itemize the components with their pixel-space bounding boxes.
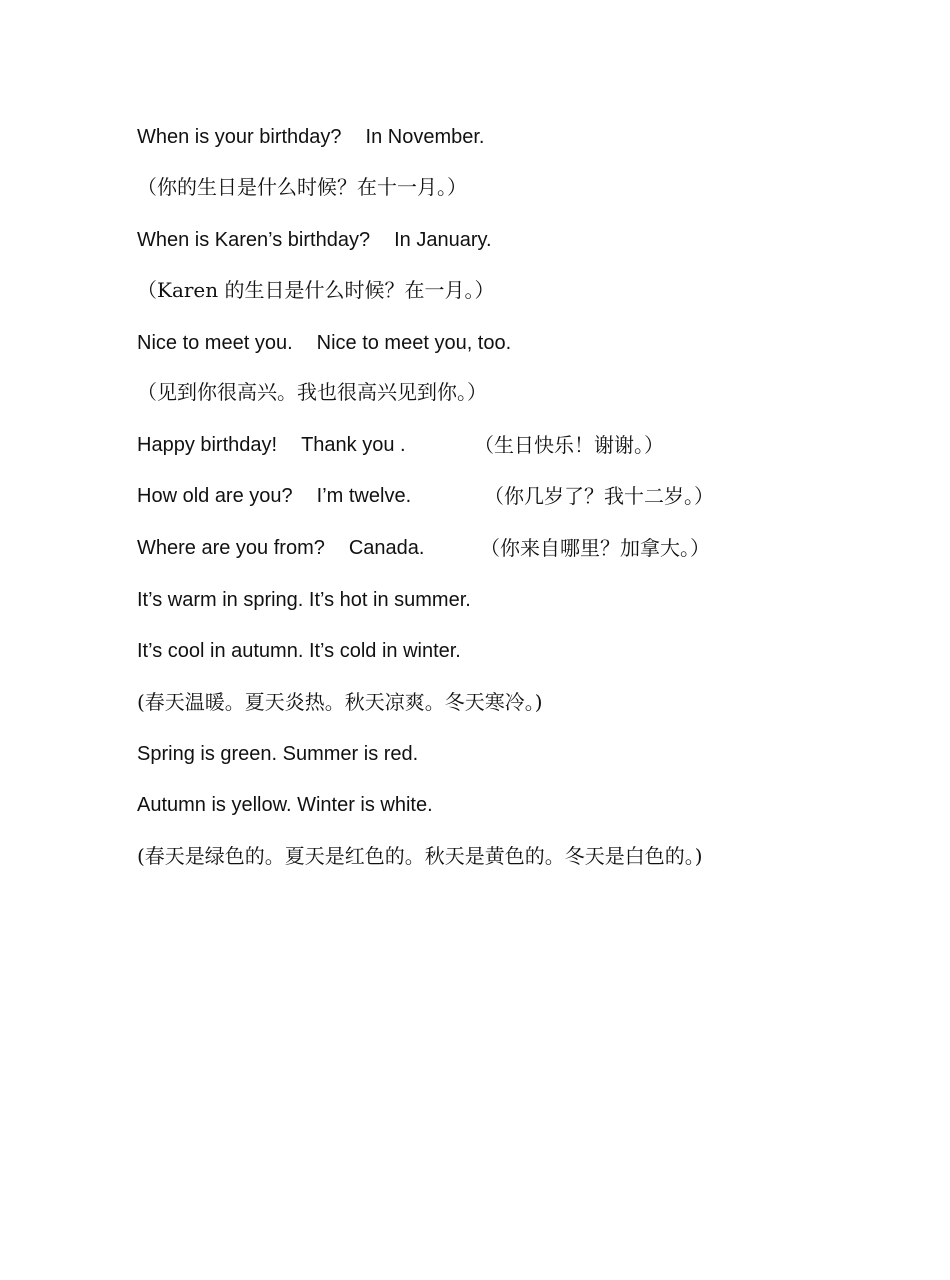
dialogue-line-nice-to-meet	[137, 330, 511, 356]
translation-line-birthday: （你的生日是什么时候？在十一月。）	[137, 175, 467, 199]
answer-text: In November.	[365, 126, 485, 148]
question-text: Nice to meet you.	[137, 332, 293, 354]
sentence-colors-spring-summer: Spring is green. Summer is red.	[137, 743, 419, 765]
question-text: Where are you from?	[137, 537, 325, 559]
question-text: When is your birthday?	[137, 126, 342, 148]
answer-text: Thank you .	[301, 434, 406, 456]
translation-line-seasons-weather: (春天温暖。夏天炎热。秋天凉爽。冬天寒冷。)	[137, 690, 543, 714]
translation-line-karen-birthday: （Karen 的生日是什么时候？在一月。）	[137, 278, 495, 302]
sentence-autumn-winter: It’s cool in autumn. It’s cold in winter.	[137, 640, 461, 662]
inline-translation: （你几岁了？我十二岁。）	[484, 484, 714, 508]
dialogue-line-age	[137, 483, 714, 509]
dialogue-line-happy-birthday	[137, 432, 664, 458]
sentence-spring-summer: It’s warm in spring. It’s hot in summer.	[137, 589, 471, 611]
inline-translation: （你来自哪里？加拿大。）	[480, 536, 710, 560]
translation-line-nice-to-meet: （见到你很高兴。我也很高兴见到你。）	[137, 380, 487, 404]
dialogue-line-birthday	[137, 124, 485, 150]
dialogue-line-where-from	[137, 535, 710, 561]
question-text: Happy birthday!	[137, 434, 278, 456]
question-text: When is Karen’s birthday?	[137, 229, 371, 251]
answer-text: In January.	[394, 229, 492, 251]
answer-text: Canada.	[348, 537, 425, 559]
answer-text: I’m twelve.	[316, 485, 412, 507]
dialogue-line-karen-birthday	[137, 227, 492, 253]
inline-translation: （生日快乐！谢谢。）	[474, 433, 664, 457]
question-text: How old are you?	[137, 485, 293, 507]
translation-line-seasons-colors: (春天是绿色的。夏天是红色的。秋天是黄色的。冬天是白色的。)	[137, 844, 703, 868]
sentence-colors-autumn-winter: Autumn is yellow. Winter is white.	[137, 794, 433, 816]
answer-text: Nice to meet you, too.	[316, 332, 512, 354]
